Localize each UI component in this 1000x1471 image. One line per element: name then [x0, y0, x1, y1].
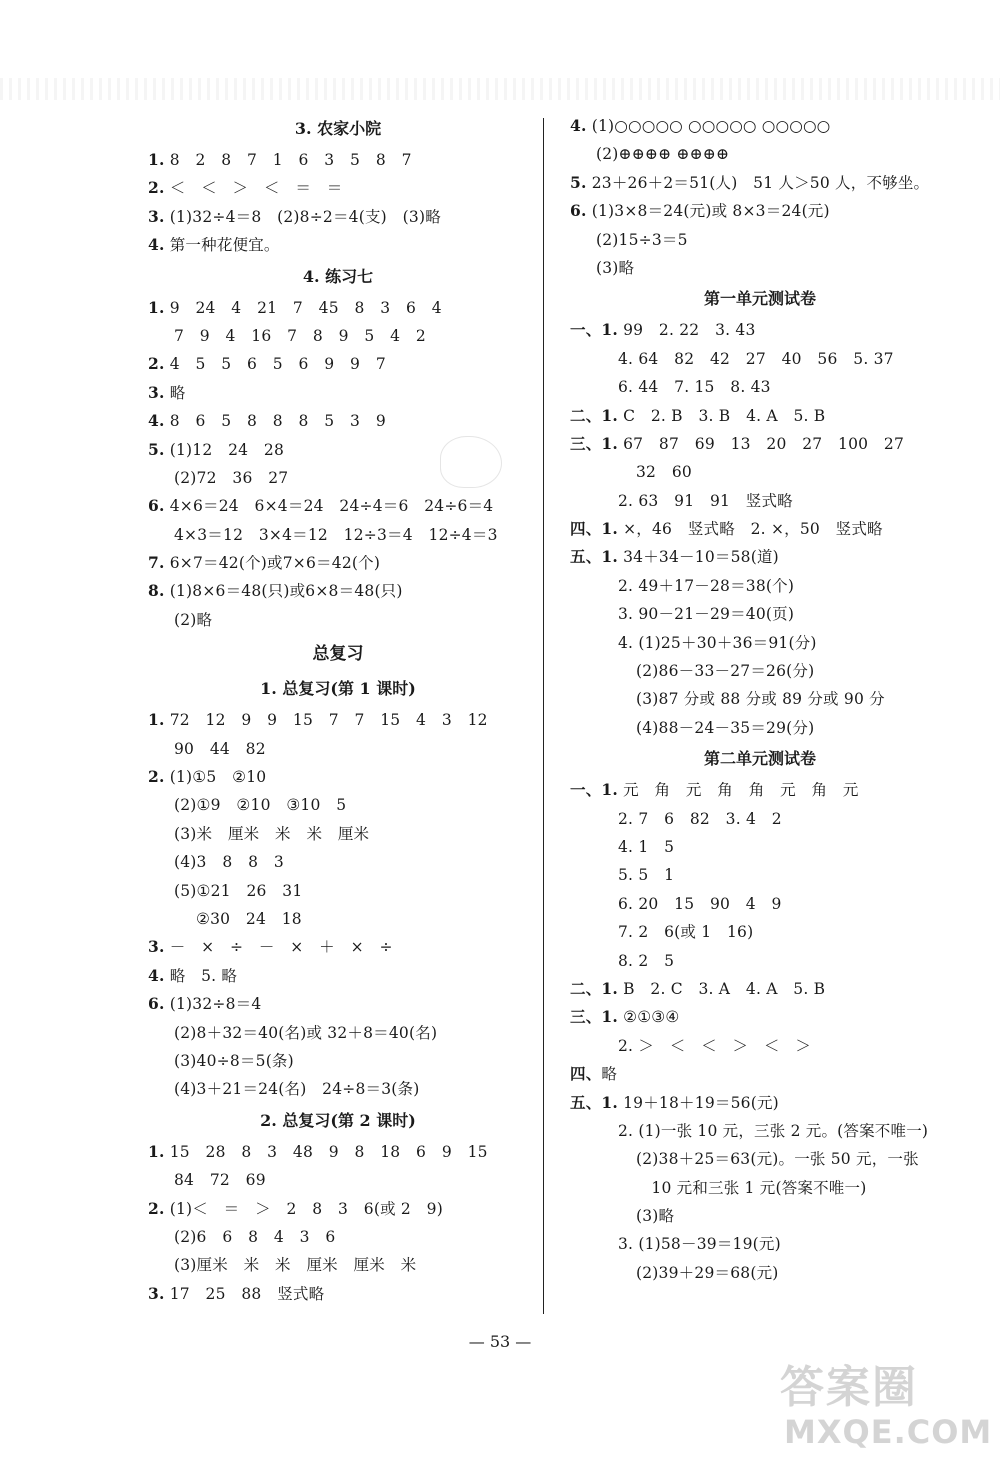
answer-text: 17 25 88 竖式略: [164, 1284, 325, 1303]
answer-text: 2. (1)一张 10 元，三张 2 元。(答案不唯一): [618, 1121, 929, 1140]
answer-text: (3)略: [636, 1207, 675, 1226]
answer-line: [570, 1089, 950, 1117]
answer-text: (2)8＋32＝40(名)或 32＋8＝40(名): [174, 1023, 438, 1042]
answer-line: [148, 1047, 528, 1075]
answer-text: 8 2 8 7 1 6 3 5 8 7: [164, 151, 412, 169]
answer-line: [570, 714, 950, 742]
answer-line: [148, 606, 528, 634]
section-title: 3. 农家小院: [294, 119, 382, 138]
answer-line: [570, 657, 950, 685]
answer-line: [148, 379, 528, 407]
answer-line: [570, 1003, 950, 1031]
answer-line: [148, 577, 528, 605]
answer-line: [570, 430, 950, 458]
answer-line: [570, 373, 950, 401]
answer-line: [148, 492, 528, 520]
scan-artifact-strip: [0, 78, 1000, 100]
answer-text: (1)①5 ②10: [164, 768, 267, 787]
answer-line: [148, 1223, 528, 1251]
answer-text: ×，46 竖式略 2. ×，50 竖式略: [617, 520, 883, 539]
answer-line: [148, 990, 528, 1018]
question-number: 一、1.: [570, 780, 618, 800]
answer-line: [148, 322, 528, 350]
watermark-text-top: 答案圈: [780, 1362, 918, 1413]
answer-text: 4. 64 82 42 27 40 56 5. 37: [618, 349, 894, 368]
answer-line: [570, 1259, 950, 1287]
answer-line: [570, 805, 950, 833]
answer-line: [570, 975, 950, 1003]
question-number: 2.: [148, 178, 165, 198]
answer-line: [570, 1117, 950, 1145]
answer-line: [148, 848, 528, 876]
answer-text: 9 24 4 21 7 45 8 3 6 4: [164, 298, 442, 317]
answer-text: (3)87 分或 88 分或 89 分或 90 分: [636, 690, 885, 709]
answer-text: 略: [601, 1065, 618, 1084]
answer-text: (3)米 厘米 米 米 厘米: [174, 824, 370, 843]
question-number: 二、1.: [570, 978, 618, 998]
answer-line: [570, 169, 950, 197]
question-number: 1.: [148, 297, 165, 317]
answer-text: 32 60: [636, 463, 692, 482]
answer-line: [148, 962, 528, 990]
answer-text: (4)3 8 8 3: [174, 853, 284, 872]
left-column: [148, 112, 528, 1308]
answer-text: 67 87 69 13 20 27 100 27: [617, 434, 905, 453]
answer-line: [148, 1075, 528, 1103]
section-title: 第一单元测试卷: [703, 289, 816, 309]
answer-line: [570, 918, 950, 946]
answer-text: (1)12 24 28: [164, 440, 285, 459]
answer-line: [148, 146, 528, 174]
question-number: 1.: [148, 150, 165, 169]
answer-line: [148, 1195, 528, 1223]
answer-text: 23＋26＋2＝51(人) 51 人＞50 人，不够坐。: [586, 173, 930, 192]
answer-text: ＜ ＜ ＞ ＜ ＝ ＝: [164, 179, 343, 198]
right-column: [570, 112, 950, 1287]
question-number: 6.: [570, 201, 587, 221]
answer-line: [148, 174, 528, 202]
answer-line: [148, 350, 528, 378]
answer-text: 略 5. 略: [164, 966, 238, 985]
question-number: 1.: [148, 710, 165, 730]
answer-line: [570, 197, 950, 225]
stamp-smudge: [440, 436, 502, 488]
answer-text: (2)86－33－27＝26(分): [636, 662, 815, 681]
watermark-text-bottom: MXQE.COM: [784, 1413, 993, 1451]
answer-line: [570, 1202, 950, 1230]
answer-line: [148, 791, 528, 819]
section-title: 总复习: [312, 644, 364, 665]
answer-text: B 2. C 3. A 4. A 5. B: [617, 979, 826, 998]
answer-text: 2. ＞ ＜ ＜ ＞ ＜ ＞: [618, 1036, 812, 1055]
answer-text: 15 28 8 3 48 9 8 18 6 9 15: [164, 1142, 488, 1161]
answer-line: [570, 833, 950, 861]
answer-line: [148, 1019, 528, 1047]
question-number: 3.: [148, 1283, 165, 1303]
answer-line: [570, 316, 950, 344]
answer-text: 4. (1)25＋30＋36＝91(分): [618, 633, 817, 652]
question-number: 3.: [148, 937, 165, 957]
answer-text: (2)⊕⊕⊕⊕ ⊕⊕⊕⊕: [596, 145, 730, 164]
answer-text: (2)6 6 8 4 3 6: [174, 1227, 336, 1246]
answer-text: 2. 49＋17－28＝38(个): [618, 576, 795, 595]
answer-text: ②①③④: [617, 1008, 680, 1027]
answer-line: [148, 1138, 528, 1166]
answer-text: － × ÷ － × ＋ × ÷: [164, 938, 393, 957]
answer-line: [570, 572, 950, 600]
answer-text: (2)15÷3＝5: [596, 230, 688, 249]
answer-text: 6. 44 7. 15 8. 43: [618, 378, 771, 397]
answer-text: (2)38＋25＝63(元)。一张 50 元，一张: [636, 1150, 919, 1169]
answer-line: [148, 933, 528, 961]
answer-text: 7 9 4 16 7 8 9 5 4 2: [174, 326, 426, 345]
answer-text: (3)厘米 米 米 厘米 厘米 米: [174, 1256, 417, 1275]
answer-line: [148, 1280, 528, 1308]
answer-line: [570, 345, 950, 373]
answer-text: (4)88－24－35＝29(分): [636, 718, 815, 737]
answer-text: 8 6 5 8 8 8 5 3 9: [164, 412, 386, 431]
answer-line: [570, 1032, 950, 1060]
answer-text: 2. 7 6 82 3. 4 2: [618, 809, 782, 828]
answer-text: 第一种花便宜。: [164, 236, 280, 255]
question-number: 四、: [570, 1064, 602, 1084]
answer-text: 84 72 69: [174, 1171, 266, 1190]
answer-text: (1)32÷8＝4: [164, 995, 262, 1014]
answer-line: [148, 521, 528, 549]
answer-text: 34＋34－10＝58(道): [617, 548, 779, 567]
answer-line: [148, 231, 528, 259]
question-number: 4.: [148, 235, 165, 255]
answer-text: 19＋18＋19＝56(元): [617, 1093, 779, 1112]
question-number: 4.: [570, 116, 587, 135]
answer-text: 略: [164, 383, 186, 402]
question-number: 三、1.: [570, 1007, 618, 1027]
question-number: 2.: [148, 354, 165, 374]
answer-text: (2)39＋29＝68(元): [636, 1263, 779, 1282]
answer-text: 4. 1 5: [618, 837, 675, 856]
answer-line: [570, 861, 950, 889]
section-title: 4. 练习七: [302, 266, 374, 286]
watermark-logo: [770, 1351, 993, 1461]
question-number: 5.: [570, 172, 587, 192]
answer-line: [570, 543, 950, 571]
answer-line: [570, 600, 950, 628]
answer-text: 4×3＝12 3×4＝12 12÷3＝4 12÷4＝3: [174, 525, 498, 544]
question-number: 2.: [148, 1198, 165, 1218]
question-number: 一、1.: [570, 320, 618, 340]
answer-text: 8. 2 5: [618, 951, 675, 970]
answer-line: [570, 254, 950, 282]
answer-text: (1)8×6＝48(只)或6×8＝48(只): [164, 582, 403, 601]
section-title: 2. 总复习(第 2 课时): [260, 1110, 416, 1130]
question-number: 5.: [148, 439, 165, 459]
answer-line: [148, 763, 528, 791]
question-number: 4.: [148, 965, 165, 985]
answer-text: 元 角 元 角 角 元 角 元: [617, 781, 859, 800]
question-number: 三、1.: [570, 433, 618, 453]
answer-line: [148, 407, 528, 435]
answer-text: (1)○○○○○ ○○○○○ ○○○○○: [586, 117, 831, 135]
question-number: 2.: [148, 767, 165, 787]
answer-line: [570, 402, 950, 430]
answer-line: [570, 1174, 950, 1202]
answer-line: [148, 1251, 528, 1279]
question-number: 4.: [148, 411, 165, 431]
answer-line: [148, 877, 528, 905]
answer-text: (3)40÷8＝5(条): [174, 1051, 294, 1070]
question-number: 6.: [148, 496, 165, 516]
answer-line: [148, 1166, 528, 1194]
answer-line: [570, 1060, 950, 1088]
column-divider: [543, 118, 544, 1314]
section-title: 1. 总复习(第 1 课时): [260, 679, 416, 699]
answer-text: (2)①9 ②10 ③10 5: [174, 796, 347, 815]
answer-text: 10 元和三张 1 元(答案不唯一): [636, 1178, 867, 1197]
answer-line: [570, 1230, 950, 1258]
answer-text: 3. 90－21－29＝40(页): [618, 605, 795, 624]
answer-line: [570, 776, 950, 804]
answer-line: [148, 294, 528, 322]
answer-text: (1)3×8＝24(元)或 8×3＝24(元): [586, 202, 830, 221]
answer-line: [570, 629, 950, 657]
question-number: 1.: [148, 1141, 165, 1161]
answer-text: 4 5 5 6 5 6 9 9 7: [164, 355, 386, 374]
question-number: 6.: [148, 994, 165, 1014]
section-title: 第二单元测试卷: [703, 749, 816, 769]
question-number: 8.: [148, 581, 165, 601]
answer-text: (1)32÷4＝8 (2)8÷2＝4(支) (3)略: [164, 207, 441, 226]
answer-line: [570, 947, 950, 975]
answer-text: C 2. B 3. B 4. A 5. B: [617, 406, 826, 425]
answer-text: 90 44 82: [174, 739, 266, 758]
answer-line: [148, 735, 528, 763]
answer-text: (1)＜ ＝ ＞ 2 8 3 6(或 2 9): [164, 1199, 443, 1218]
answer-text: 99 2. 22 3. 43: [617, 321, 756, 340]
answer-line: [570, 1145, 950, 1173]
answer-text: 5. 5 1: [618, 866, 675, 885]
answer-text: (2)略: [174, 610, 213, 629]
page-number: — 53 —: [468, 1332, 532, 1351]
answer-text: 72 12 9 9 15 7 7 15 4 3 12: [164, 711, 488, 730]
answer-line: [148, 203, 528, 231]
answer-text: (2)72 36 27: [174, 468, 289, 487]
question-number: 7.: [148, 553, 165, 573]
answer-text: 7. 2 6(或 1 16): [618, 923, 754, 942]
answer-text: ②30 24 18: [196, 909, 302, 928]
answer-line: [570, 487, 950, 515]
answer-text: 6×7＝42(个)或7×6＝42(个): [164, 554, 381, 573]
question-number: 五、1.: [570, 1092, 618, 1112]
question-number: 二、1.: [570, 405, 618, 425]
question-number: 四、1.: [570, 519, 618, 539]
question-number: 五、1.: [570, 547, 618, 567]
answer-text: 6. 20 15 90 4 9: [618, 894, 782, 913]
answer-line: [570, 226, 950, 254]
answer-text: (4)3＋21＝24(名) 24÷8＝3(条): [174, 1080, 420, 1099]
answer-line: [148, 549, 528, 577]
answer-line: [570, 890, 950, 918]
answer-line: [148, 820, 528, 848]
answer-text: 4×6＝24 6×4＝24 24÷4＝6 24÷6＝4: [164, 497, 494, 516]
answer-line: [148, 706, 528, 734]
answer-text: 2. 63 91 91 竖式略: [618, 491, 793, 510]
question-number: 3.: [148, 382, 165, 402]
answer-line: [570, 140, 950, 168]
question-number: 3.: [148, 206, 165, 226]
answer-line: [148, 905, 528, 933]
answer-text: 3. (1)58－39＝19(元): [618, 1235, 781, 1254]
answer-line: [570, 515, 950, 543]
answer-text: (3)略: [596, 258, 635, 277]
answer-text: (5)①21 26 31: [174, 881, 303, 900]
answer-line: [570, 685, 950, 713]
answer-line: [570, 112, 950, 140]
answer-line: [570, 458, 950, 486]
